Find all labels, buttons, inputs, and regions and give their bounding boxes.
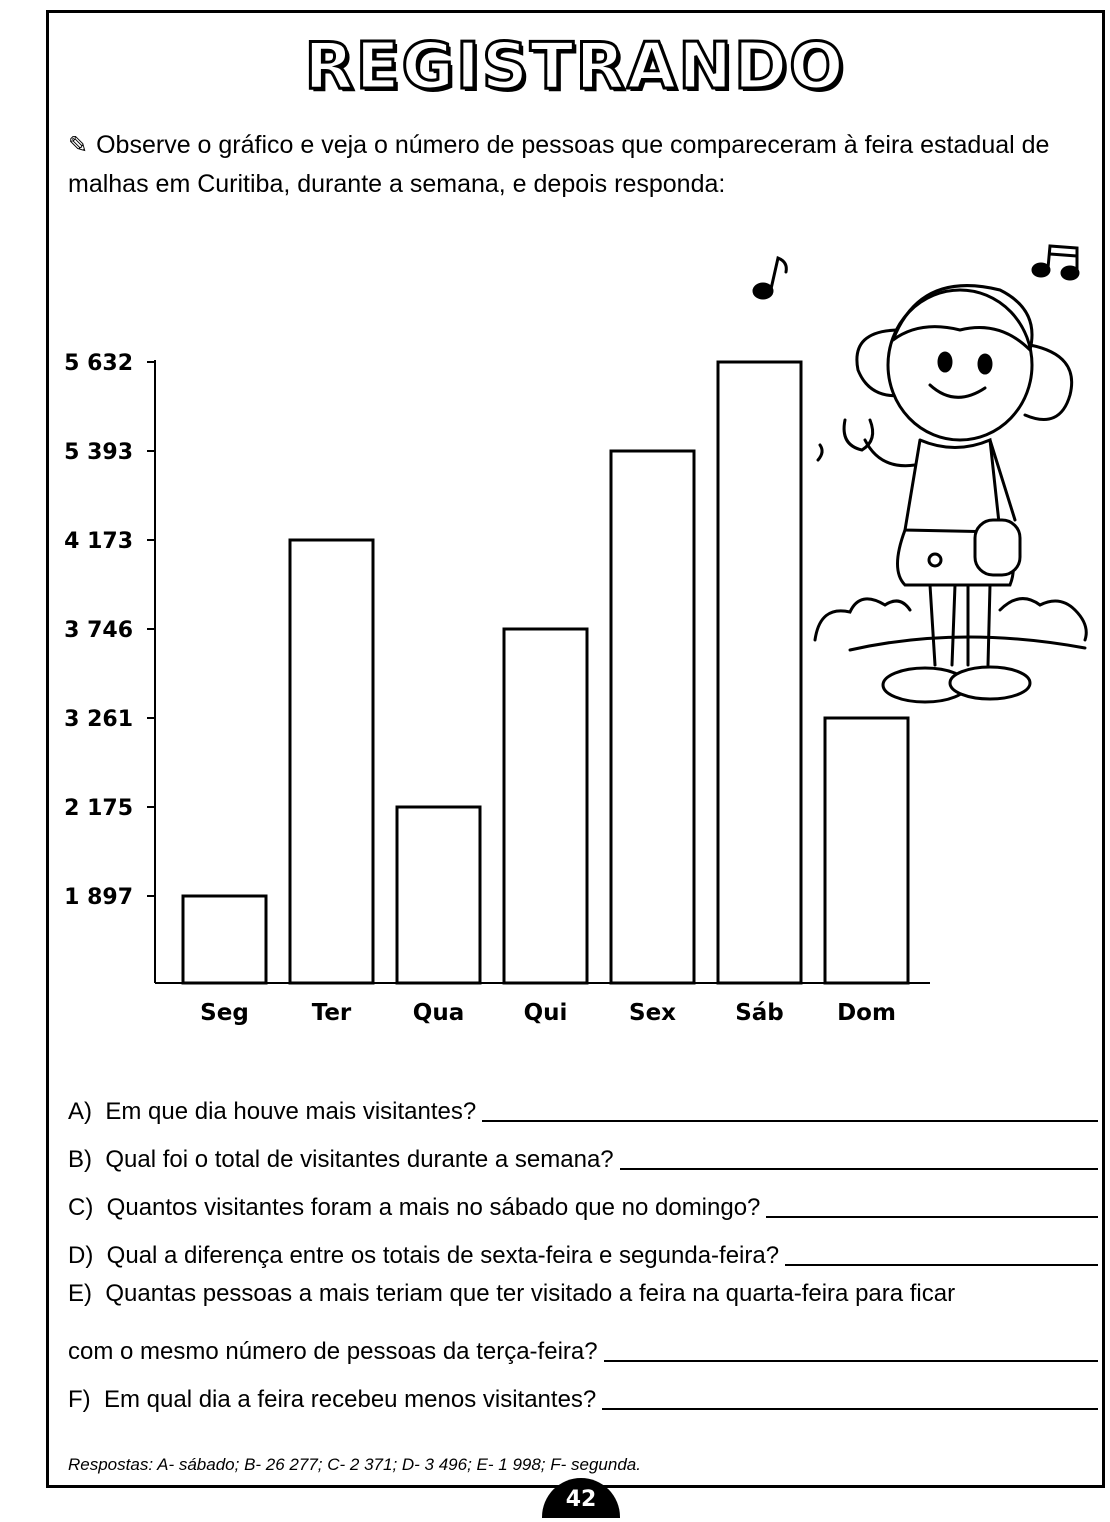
- y-tick-label: 3 746: [64, 618, 133, 643]
- chart-ticks: [64, 351, 155, 910]
- y-tick-label: 5 393: [64, 440, 133, 465]
- y-tick-label: 3 261: [64, 707, 133, 732]
- answer-line-a[interactable]: [482, 1120, 1098, 1122]
- y-tick-label: 2 175: [64, 796, 133, 821]
- bar-sex: [611, 451, 694, 983]
- answer-line-d[interactable]: [785, 1264, 1098, 1266]
- bar-qui: [504, 629, 587, 983]
- answer-line-b[interactable]: [620, 1168, 1098, 1170]
- music-note-icon: [754, 258, 786, 298]
- question-f-text: F) Em qual dia a feira recebeu menos visitantes?: [68, 1386, 597, 1413]
- questions-list: [68, 1078, 1098, 1414]
- y-tick-label: 1 897: [64, 885, 133, 910]
- page-number: 42: [542, 1478, 620, 1518]
- page-title: REGISTRANDO: [304, 30, 846, 104]
- question-a: [68, 1078, 1098, 1126]
- double-music-note-icon: [1033, 246, 1078, 279]
- x-category-label: Qua: [412, 1000, 465, 1026]
- bar-dom: [825, 718, 908, 983]
- girl-illustration: [754, 246, 1086, 702]
- question-b-text: B) Qual foi o total de visitantes durante a semana?: [68, 1146, 614, 1173]
- chart-categories: [200, 1000, 896, 1026]
- x-category-label: Sáb: [735, 1000, 784, 1026]
- answer-line-e[interactable]: [604, 1360, 1098, 1362]
- x-category-label: Ter: [311, 1000, 352, 1026]
- question-e-continuation: com o mesmo número de pessoas da terça-feira?: [68, 1338, 598, 1365]
- answer-line-f[interactable]: [602, 1408, 1098, 1410]
- x-category-label: Sex: [629, 1000, 676, 1026]
- question-e-text: E) Quantas pessoas a mais teriam que ter visitado a feira na quarta-feira para ficar: [68, 1280, 956, 1307]
- question-c-text: C) Quantos visitantes foram a mais no sábado que no domingo?: [68, 1194, 761, 1221]
- question-d: [68, 1222, 1098, 1270]
- bar-ter: [290, 540, 373, 983]
- question-e: [68, 1318, 1098, 1366]
- answer-line-c[interactable]: [766, 1216, 1098, 1218]
- chart-bars: [183, 362, 908, 983]
- x-category-label: Seg: [200, 1000, 249, 1026]
- question-c: [68, 1174, 1098, 1222]
- x-category-label: Qui: [523, 1000, 568, 1026]
- question-d-text: D) Qual a diferença entre os totais de sexta-feira e segunda-feira?: [68, 1242, 780, 1269]
- question-b: [68, 1126, 1098, 1174]
- bar-sáb: [718, 362, 801, 983]
- intro-sentence: Observe o gráfico e veja o número de pessoas que compareceram à feira estadual de malhas em Curitiba, durante a semana, e depois responda:: [68, 131, 1050, 198]
- x-category-label: Dom: [837, 1000, 896, 1026]
- y-tick-label: 5 632: [64, 351, 133, 376]
- question-f: [68, 1366, 1098, 1414]
- question-a-text: A) Em que dia houve mais visitantes?: [68, 1098, 477, 1125]
- y-tick-label: 4 173: [64, 529, 133, 554]
- bar-qua: [397, 807, 480, 983]
- pencil-icon: ✎: [68, 132, 89, 159]
- bar-seg: [183, 896, 266, 983]
- answers-footer: Respostas: A- sábado; B- 26 277; C- 2 371; D- 3 496; E- 1 998; F- segunda.: [68, 1455, 641, 1474]
